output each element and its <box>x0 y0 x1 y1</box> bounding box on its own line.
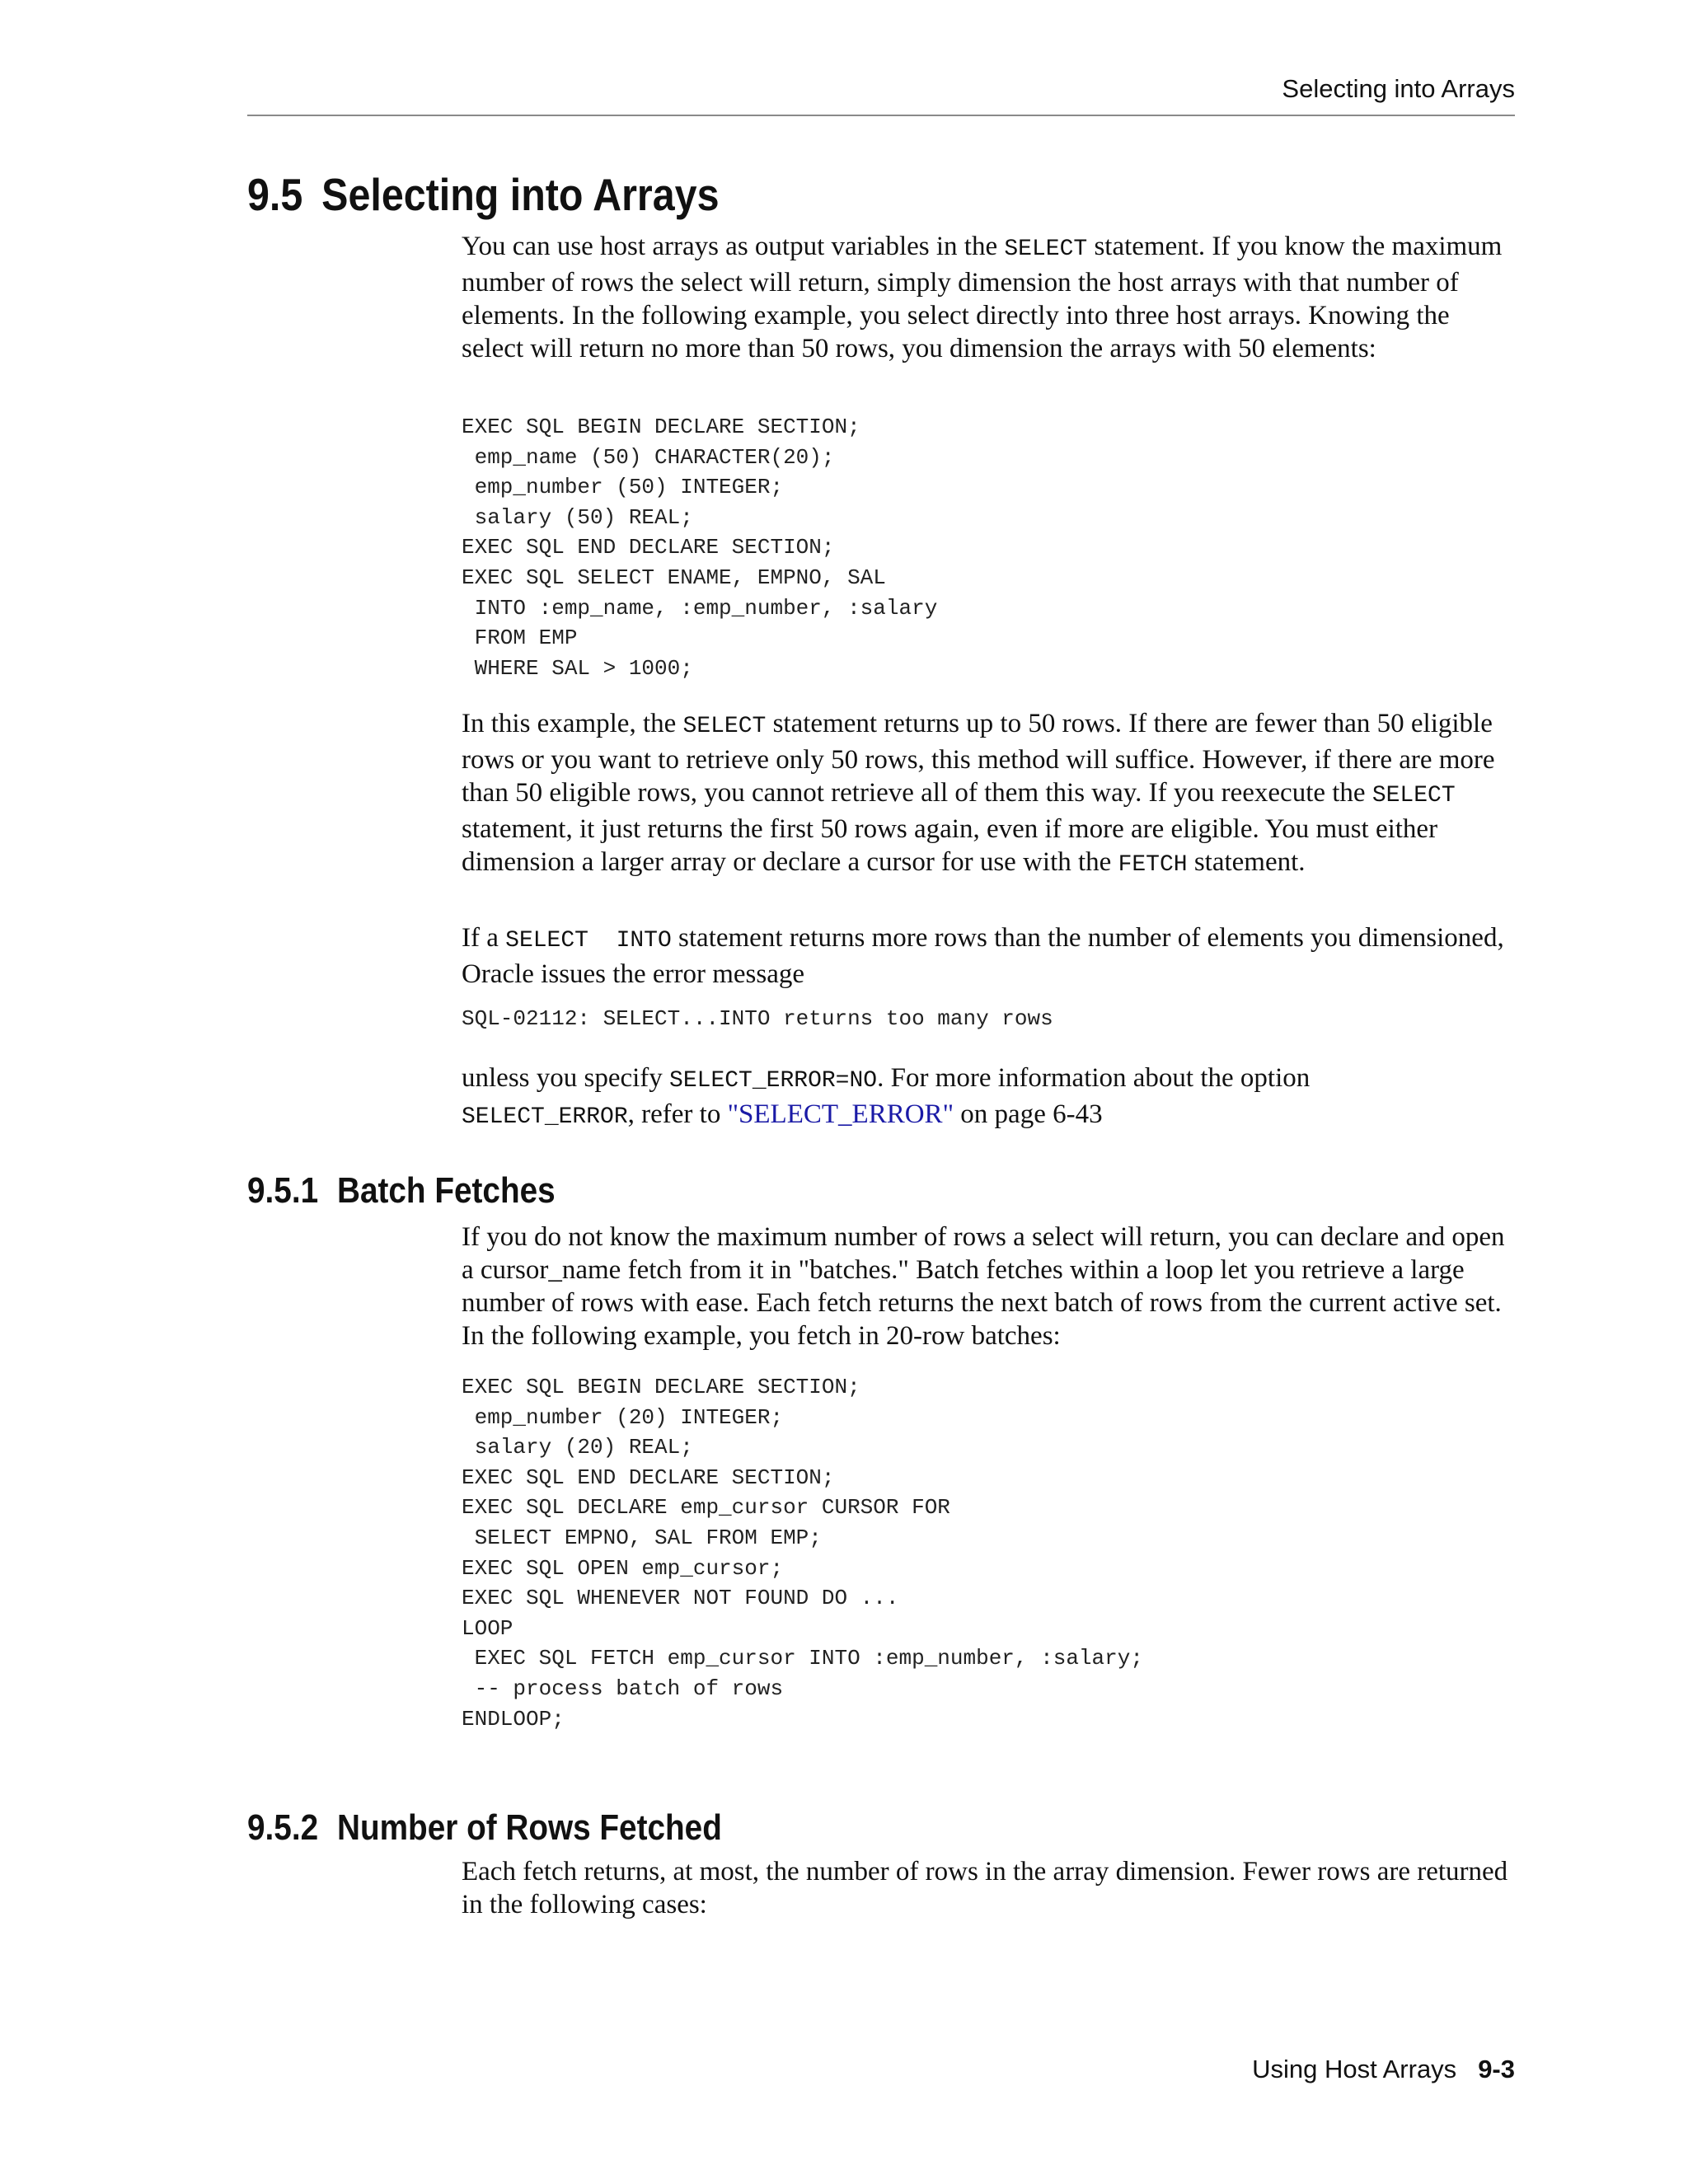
code-block-select-into: EXEC SQL BEGIN DECLARE SECTION; emp_name (50) CHARACTER(20); emp_number (50) INTEGER; salary (50) REAL; EXEC SQL END DECLARE SECTION; EXEC SQL SELECT ENAME, EMPNO, SAL INTO :emp_name, :emp_number, :salary FROM EMP WHERE SAL > 1000; <box>462 415 938 681</box>
code-example-1 <box>462 412 1515 683</box>
subsection-title: Batch Fetches <box>337 1170 556 1211</box>
paragraph-3 <box>462 921 1515 991</box>
rows-fetched-paragraph-block <box>462 1855 1515 1921</box>
intro-text-1: You can use host arrays as output variables in the <box>462 232 1005 261</box>
batch-fetches-paragraph: If you do not know the maximum number of rows a select will return, you can declare and open a cursor_name fetch from it in "batches." Batch fetches within a loop let you retrieve a large number of rows with ease. Each fetch returns the next batch of rows from the current active set. In the following example, you fetch in 20-row batches: <box>462 1222 1505 1351</box>
p3-code-1: SELECT INTO <box>505 928 672 954</box>
header-rule <box>247 115 1515 116</box>
subsection-heading-rows-fetched <box>247 1807 722 1849</box>
running-header: Selecting into Arrays <box>1282 74 1515 103</box>
section-number: 9.5 <box>247 169 303 220</box>
p4-text-4: on page 6-43 <box>954 1099 1103 1129</box>
p2-text-1: In this example, the <box>462 709 683 738</box>
paragraph-3-block <box>462 921 1515 991</box>
intro-paragraph <box>462 230 1515 365</box>
paragraph-2-block <box>462 707 1515 882</box>
subsection-title: Number of Rows Fetched <box>337 1807 722 1848</box>
p2-code-2: SELECT <box>1372 783 1456 808</box>
p4-text-1: unless you specify <box>462 1063 670 1093</box>
code-example-2 <box>462 1372 1515 1734</box>
p2-text-3: statement, it just returns the first 50 rows again, even if more are eligible. You must either dimension a larger array or declare a cursor for use with the <box>462 814 1438 877</box>
rows-fetched-paragraph: Each fetch returns, at most, the number of rows in the array dimension. Fewer rows are returned in the following cases: <box>462 1857 1508 1919</box>
intro-paragraph-block <box>462 230 1515 365</box>
subsection-heading-batch-fetches <box>247 1170 556 1212</box>
section-title: Selecting into Arrays <box>321 169 720 220</box>
error-message-block <box>462 1004 1515 1034</box>
footer-chapter: Using Host Arrays <box>1252 2055 1457 2083</box>
batch-fetches-paragraph-block <box>462 1221 1515 1352</box>
code-block-batch-fetch: EXEC SQL BEGIN DECLARE SECTION; emp_number (20) INTEGER; salary (20) REAL; EXEC SQL END DECLARE SECTION; EXEC SQL DECLARE emp_cursor CURSOR FOR SELECT EMPNO, SAL FROM EMP; EXEC SQL OPEN emp_cursor; EXEC SQL WHENEVER NOT FOUND DO ... LOOP EXEC SQL FETCH emp_cursor INTO :emp_number, :salary; -- process batch of rows ENDLOOP; <box>462 1375 1143 1732</box>
select-error-link[interactable]: "SELECT_ERROR" <box>727 1099 954 1129</box>
p2-text-4: statement. <box>1187 847 1306 877</box>
p4-text-2: . For more information about the option <box>877 1063 1311 1093</box>
p3-text-1: If a <box>462 923 506 953</box>
p4-text-3: , refer to <box>627 1099 728 1129</box>
p2-text-2: statement returns up to 50 rows. If there are fewer than 50 eligible rows or you want to retrieve only 50 rows, this method will suffice. However, if there are more than 50 eligible rows, you cannot retrieve all of them this way. If you reexecute the <box>462 709 1495 808</box>
footer-page-number: 9-3 <box>1478 2055 1515 2083</box>
page-footer <box>1252 2055 1515 2084</box>
section-heading <box>247 168 720 221</box>
p4-code-1: SELECT_ERROR=NO <box>669 1068 878 1094</box>
p2-code-1: SELECT <box>682 714 767 739</box>
paragraph-4 <box>462 1062 1515 1134</box>
p4-code-2: SELECT_ERROR <box>462 1104 628 1130</box>
subsection-number: 9.5.2 <box>247 1807 319 1848</box>
p3-text-2: statement returns more rows than the number of elements you dimensioned, Oracle issues the error message <box>462 923 1504 989</box>
paragraph-4-block <box>462 1062 1515 1134</box>
p2-code-3: FETCH <box>1118 852 1188 878</box>
subsection-number: 9.5.1 <box>247 1170 319 1211</box>
intro-code-select: SELECT <box>1004 237 1088 262</box>
intro-text-2: statement. If you know the maximum number of rows the select will return, simply dimension the host arrays with that number of elements. In the following example, you select directly into three host arrays. Knowing the select will return no more than 50 rows, you dimension the arrays with 50 elements: <box>462 232 1503 363</box>
paragraph-2 <box>462 707 1515 882</box>
error-message-code: SQL-02112: SELECT...INTO returns too many rows <box>462 1006 1053 1031</box>
